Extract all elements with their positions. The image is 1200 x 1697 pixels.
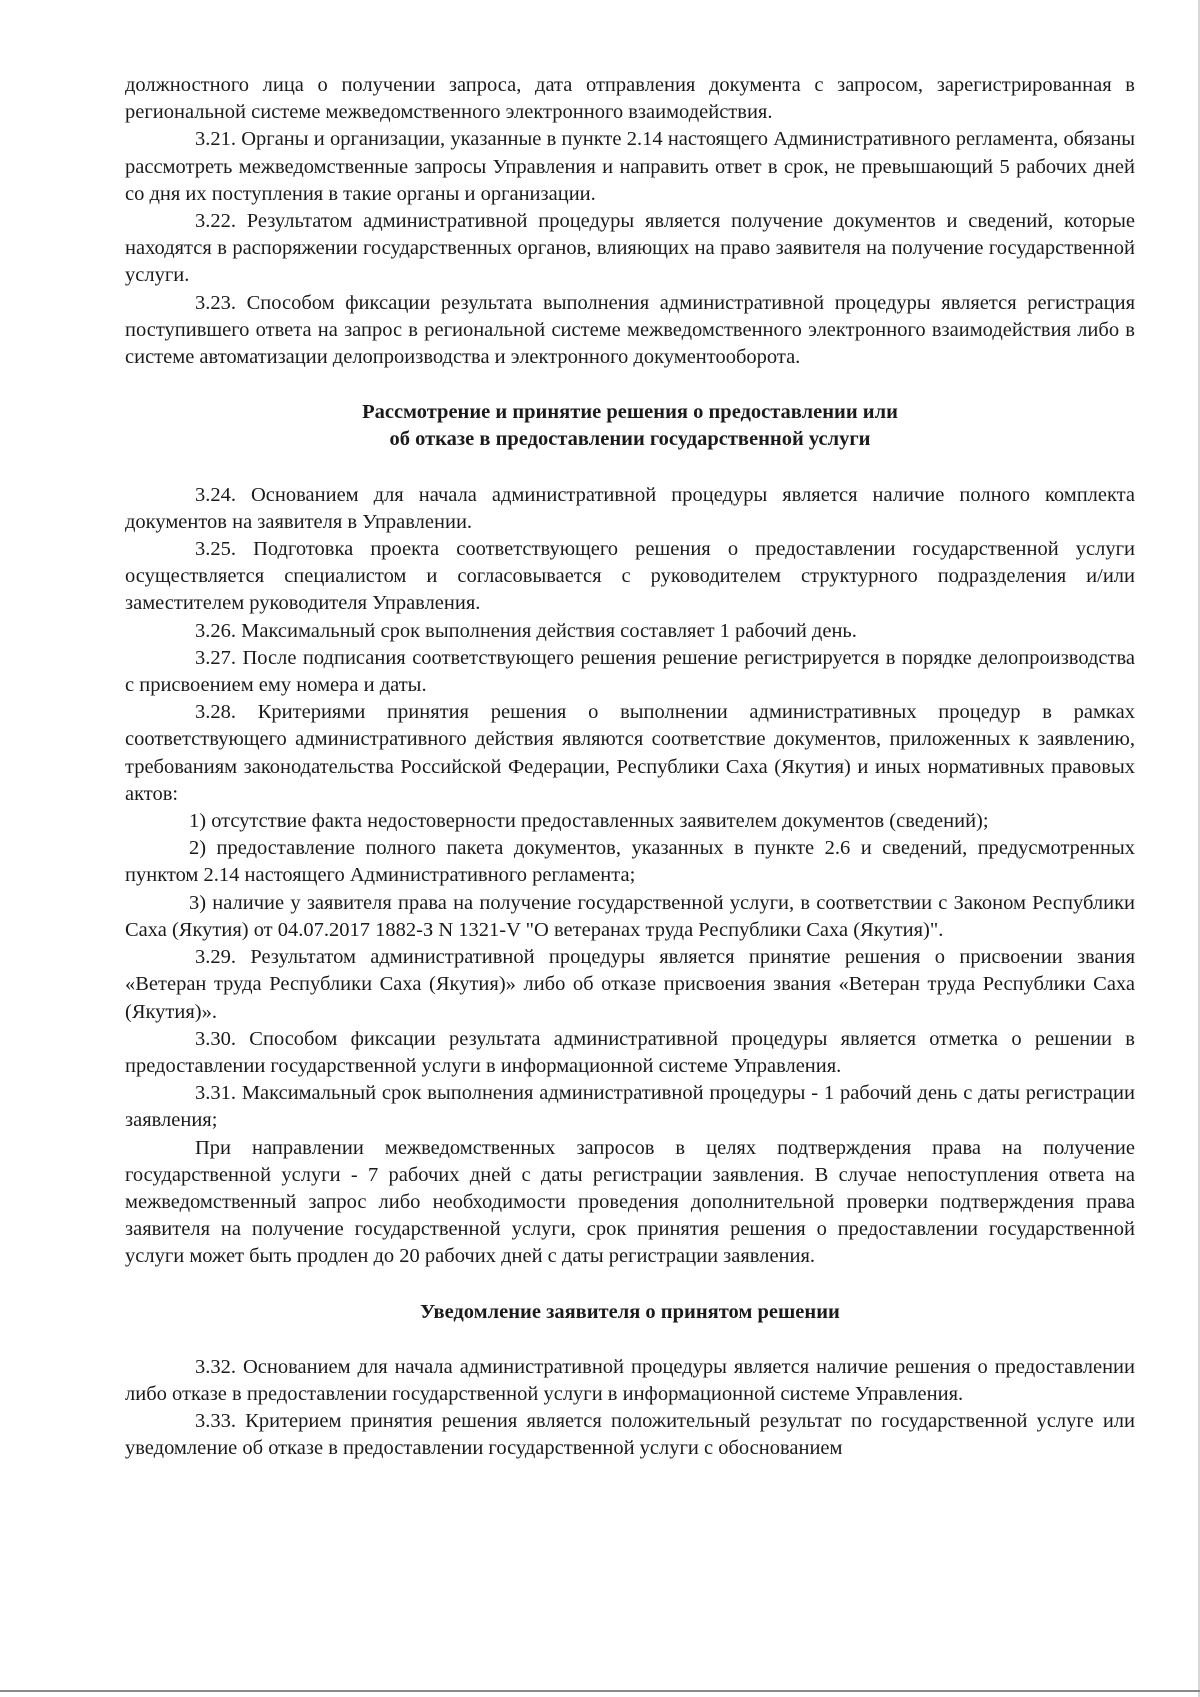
paragraph-3-32: 3.32. Основанием для начала административной процедуры является наличие решения о предоставлении либо отказе в предоставлении государственной услуги в информационной системе Управления. — [125, 1355, 1135, 1405]
paragraph-3-33: 3.33. Критерием принятия решения является положительный результат по государственной услуге или уведомление об отказе в предоставлении государственной услуги с обоснованием — [125, 1410, 1135, 1460]
paragraph-3-23: 3.23. Способом фиксации результата выполнения административной процедуры является регистрация поступившего ответа на запрос в региональной системе межведомственного электронного взаимодействия либо в системе автоматизации делопроизводства и электронного документооборота. — [125, 291, 1135, 369]
paragraph-3-25: 3.25. Подготовка проекта соответствующего решения о предоставлении государственной услуги осуществляется специалистом и согласовывается с руководителем структурного подразделения и/или заместителем руководителя Управления. — [125, 538, 1135, 615]
paragraph-3-21: 3.21. Органы и организации, указанные в пункте 2.14 настоящего Административного регламента, обязаны рассмотреть межведомственные запросы Управления и направить ответ в срок, не превышающий 5 рабочих дней со дня их поступления в такие органы и организации. — [125, 128, 1135, 205]
paragraph-3-22: 3.22. Результатом административной процедуры является получение документов и сведений, которые находятся в распоряжении государственных органов, влияющих на право заявителя на получение государственной услуги. — [125, 210, 1135, 287]
list-item-1: 1) отсутствие факта недостоверности предоставленных заявителем документов (сведений); — [189, 810, 989, 833]
section-heading-decision — [125, 399, 1135, 453]
section-heading-decision-line1: Рассмотрение и принятие решения о предоставлении или — [362, 401, 898, 424]
paragraph-3-24: 3.24. Основанием для начала административной процедуры является наличие полного комплекта документов на заявителя в Управлении. — [125, 483, 1135, 533]
paragraph-3-31-continuation: При направлении межведомственных запросов в целях подтверждения права на получение государственной услуги - 7 рабочих дней с даты регистрации заявления. В случае непоступления ответа на межведомственный запрос либо необходимости проведения дополнительной проверки подтверждения права заявителя на получение государственной услуги, срок принятия решения о предоставлении государственной услуги может быть продлен до 20 рабочих дней с даты регистрации заявления. — [125, 1136, 1135, 1268]
section-heading-notification: Уведомление заявителя о принятом решении — [420, 1300, 840, 1323]
list-item-2: 2) предоставление полного пакета документов, указанных в пункте 2.6 и сведений, предусмотренных пунктом 2.14 настоящего Административного регламента; — [125, 837, 1135, 887]
scan-bottom-edge — [0, 1690, 1200, 1692]
paragraph-3-31: 3.31. Максимальный срок выполнения административной процедуры - 1 рабочий день с даты регистрации заявления; — [125, 1082, 1135, 1132]
paragraph-3-28: 3.28. Критериями принятия решения о выполнении административных процедур в рамках соответствующего административного действия являются соответствие документов, приложенных к заявлению, требованиям законодательства Российской Федерации, Республики Саха (Якутия) и иных нормативных правовых актов: — [125, 701, 1135, 805]
paragraph-3-26: 3.26. Максимальный срок выполнения действия составляет 1 рабочий день. — [195, 619, 857, 642]
paragraph-3-29: 3.29. Результатом административной процедуры является принятие решения о присвоении звания «Ветеран труда Республики Саха (Якутия)» либо об отказе присвоения звания «Ветеран труда Республики Саха (Якутия)». — [125, 946, 1135, 1023]
paragraph-3-27: 3.27. После подписания соответствующего решения решение регистрируется в порядке делопроизводства с присвоением ему номера и даты. — [125, 646, 1135, 697]
section-heading-decision-line2: об отказе в предоставлении государственной услуги — [389, 428, 871, 451]
paragraph-intro: должностного лица о получении запроса, дата отправления документа с запросом, зарегистрированная в региональной системе межведомственного электронного взаимодействия. — [125, 74, 1135, 124]
list-item-3: 3) наличие у заявителя права на получение государственной услуги, в соответствии с Законом Республики Саха (Якутия) от 04.07.2017 1882-З N 1321-V "О ветеранах труда Республики Саха (Якутия)". — [125, 891, 1135, 941]
paragraph-3-30: 3.30. Способом фиксации результата административной процедуры является отметка о решении в предоставлении государственной услуги в информационной системе Управления. — [125, 1027, 1135, 1077]
document-page — [125, 72, 1135, 1463]
